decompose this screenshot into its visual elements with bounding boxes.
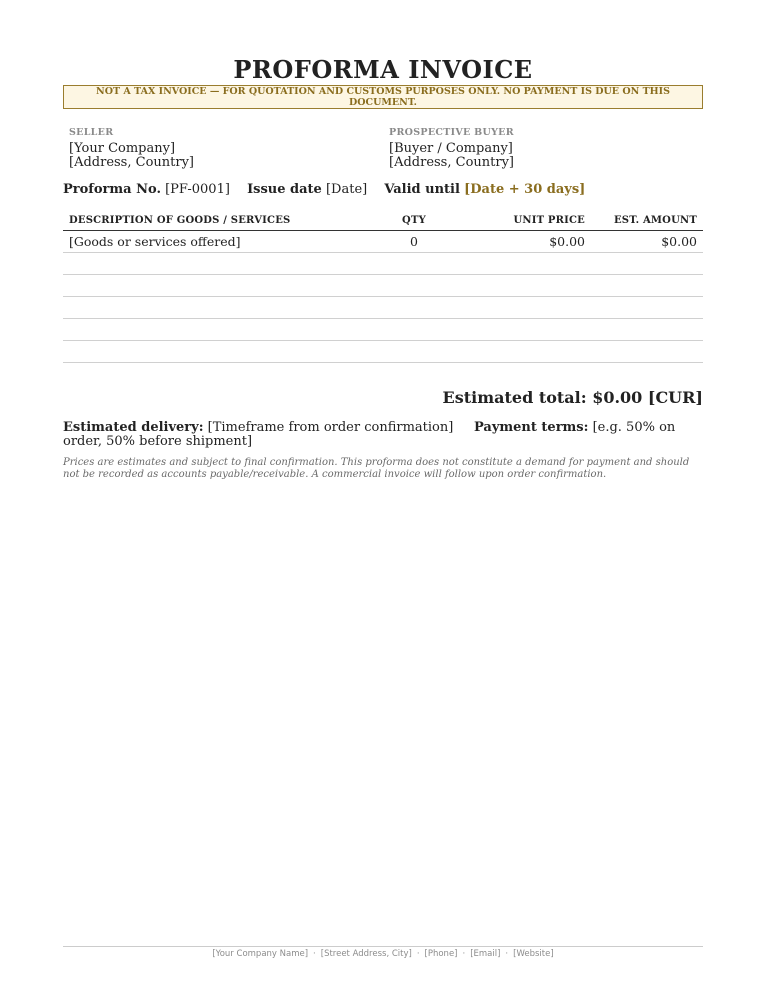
table-row — [63, 297, 703, 319]
row-amount: $0.00 — [591, 231, 703, 253]
valid-until-label: Valid until — [384, 182, 460, 197]
row-description — [63, 275, 375, 297]
seller-block — [69, 126, 194, 170]
row-description — [63, 253, 375, 275]
row-amount — [591, 275, 703, 297]
row-amount — [591, 341, 703, 363]
issue-date-value: [Date] — [325, 182, 368, 197]
payment-terms-label: Payment terms: — [474, 420, 589, 435]
header-qty: QTY — [375, 211, 453, 231]
seller-label: SELLER — [69, 127, 114, 138]
row-amount — [591, 297, 703, 319]
row-qty — [375, 341, 453, 363]
proforma-number-label: Proforma No. — [63, 182, 161, 197]
row-amount — [591, 319, 703, 341]
table-row — [63, 275, 703, 297]
header-unit-price: UNIT PRICE — [453, 211, 591, 231]
seller-address: [Address, Country] — [69, 155, 194, 170]
issue-date-label: Issue date — [247, 182, 322, 197]
terms-block — [63, 421, 703, 449]
delivery-value: [Timeframe from order confirmation] — [207, 420, 454, 435]
row-qty — [375, 253, 453, 275]
notice-text: NOT A TAX INVOICE — FOR QUOTATION AND CUSTOMS PURPOSES ONLY. NO PAYMENT IS DUE ON THIS DOCUMENT. — [96, 86, 670, 108]
row-qty — [375, 297, 453, 319]
row-unit-price — [453, 341, 591, 363]
row-qty: 0 — [375, 231, 453, 253]
footer-separator: · — [505, 949, 509, 959]
table-row — [63, 231, 703, 253]
invoice-meta — [63, 182, 585, 197]
buyer-address: [Address, Country] — [389, 155, 514, 170]
row-description — [63, 341, 375, 363]
seller-name: [Your Company] — [69, 141, 176, 156]
row-unit-price — [453, 319, 591, 341]
footer-website: [Website] — [513, 949, 554, 959]
buyer-name: [Buyer / Company] — [389, 141, 513, 156]
row-description — [63, 297, 375, 319]
row-qty — [375, 319, 453, 341]
row-unit-price — [453, 275, 591, 297]
footer-company: [Your Company Name] — [212, 949, 309, 959]
table-header-row — [63, 211, 703, 231]
proforma-number-value: [PF-0001] — [165, 182, 230, 197]
row-unit-price — [453, 253, 591, 275]
row-description: [Goods or services offered] — [63, 231, 375, 253]
row-description — [63, 319, 375, 341]
buyer-block — [389, 126, 514, 170]
disclaimer-text: Prices are estimates and subject to final confirmation. This proforma does not constitute a demand for payment and should not be recorded as accounts payable/receivable. A commercial invoice will follow upon order confirmation. — [63, 457, 690, 480]
not-tax-invoice-notice — [63, 85, 703, 109]
delivery-label: Estimated delivery: — [63, 420, 204, 435]
line-items-table — [63, 211, 703, 363]
table-row — [63, 253, 703, 275]
page-footer — [63, 946, 703, 959]
header-description: DESCRIPTION OF GOODS / SERVICES — [63, 211, 375, 231]
footer-separator: · — [416, 949, 420, 959]
row-unit-price — [453, 297, 591, 319]
header-amount: EST. AMOUNT — [591, 211, 703, 231]
row-unit-price: $0.00 — [453, 231, 591, 253]
footer-separator: · — [462, 949, 466, 959]
document-title: PROFORMA INVOICE — [233, 55, 533, 84]
valid-until-value: [Date + 30 days] — [464, 182, 586, 197]
row-qty — [375, 275, 453, 297]
footer-phone: [Phone] — [424, 949, 458, 959]
footer-address: [Street Address, City] — [320, 949, 412, 959]
estimated-total: Estimated total: $0.00 [CUR] — [442, 388, 703, 407]
table-row — [63, 319, 703, 341]
row-amount — [591, 253, 703, 275]
payment-terms-value: [e.g. 50% on order, 50% before shipment] — [63, 420, 676, 449]
footer-email: [Email] — [470, 949, 501, 959]
table-row — [63, 341, 703, 363]
footer-separator: · — [313, 949, 316, 959]
buyer-label: PROSPECTIVE BUYER — [389, 127, 514, 138]
